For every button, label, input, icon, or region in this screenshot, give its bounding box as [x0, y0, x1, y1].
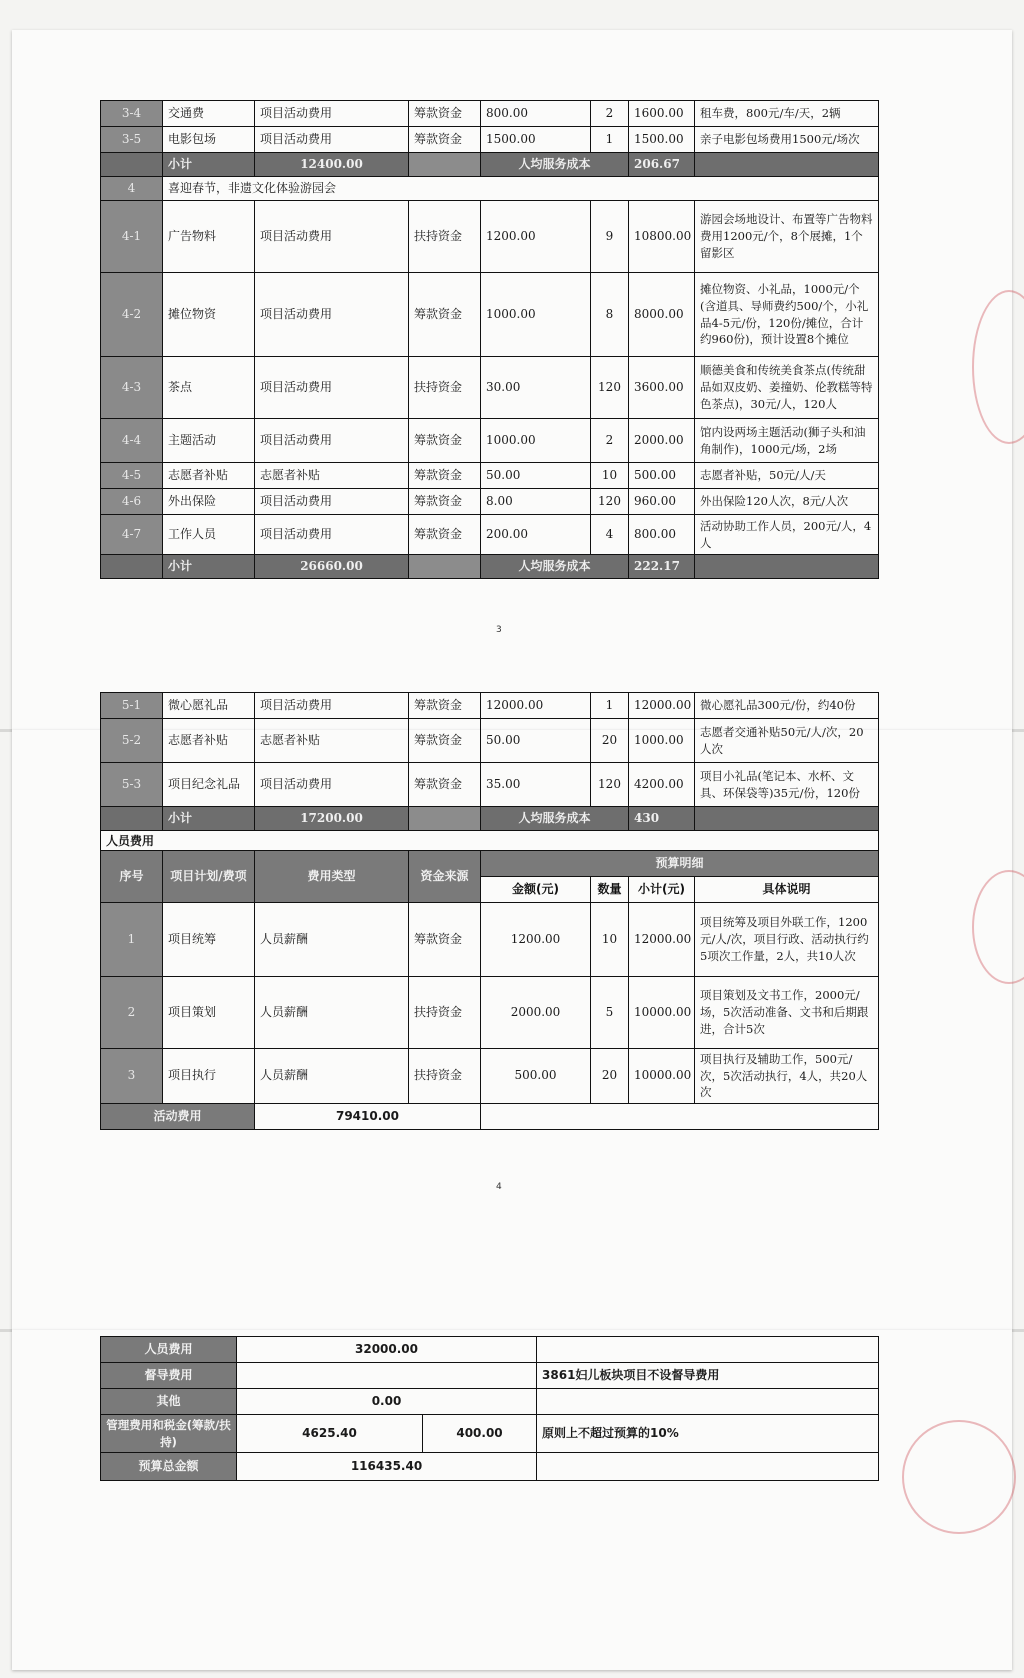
row-item: 志愿者补贴 — [163, 463, 255, 489]
total-budget-note — [537, 1453, 879, 1481]
row-subtotal: 1500.00 — [629, 127, 695, 153]
section-row-4 — [101, 177, 879, 201]
row-amount: 50.00 — [481, 719, 591, 763]
subtotal-blank — [695, 807, 879, 831]
subtotal-spacer — [101, 807, 163, 831]
row-fund-source: 筹款资金 — [409, 419, 481, 463]
budget-row — [101, 463, 879, 489]
row-fund-source: 筹款资金 — [409, 489, 481, 515]
row-subtotal: 8000.00 — [629, 273, 695, 357]
row-fund-source: 筹款资金 — [409, 719, 481, 763]
row-subtotal: 10000.00 — [629, 977, 695, 1049]
row-quantity: 120 — [591, 357, 629, 419]
row-subtotal: 10000.00 — [629, 1049, 695, 1104]
row-number: 5-3 — [101, 763, 163, 807]
row-number: 4-7 — [101, 515, 163, 555]
subtotal-label: 小计 — [163, 555, 255, 579]
row-quantity: 1 — [591, 693, 629, 719]
row-description: 项目策划及文书工作，2000元/场，5次活动准备、文书和后期跟进，合计5次 — [695, 977, 879, 1049]
subtotal-blank — [409, 153, 481, 177]
row-description: 租车费，800元/车/天，2辆 — [695, 101, 879, 127]
seal-stamp — [972, 870, 1024, 984]
row-amount: 35.00 — [481, 763, 591, 807]
row-number: 4-3 — [101, 357, 163, 419]
row-description: 微心愿礼品300元/份，约40份 — [695, 693, 879, 719]
row-subtotal: 500.00 — [629, 463, 695, 489]
row-amount: 1000.00 — [481, 273, 591, 357]
activity-fee-label: 活动费用 — [101, 1104, 255, 1130]
header-source: 资金来源 — [409, 851, 481, 903]
supervision-fee-label: 督导费用 — [101, 1363, 237, 1389]
budget-row — [101, 719, 879, 763]
row-description: 活动协助工作人员，200元/人，4人 — [695, 515, 879, 555]
row-fund-source: 筹款资金 — [409, 763, 481, 807]
per-capita-cost: 222.17 — [629, 555, 695, 579]
subtotal-label: 小计 — [163, 153, 255, 177]
header-subtotal: 小计(元) — [629, 877, 695, 903]
personnel-fee-label: 人员费用 — [101, 1337, 237, 1363]
row-expense-type: 项目活动费用 — [255, 693, 409, 719]
row-expense-type: 项目活动费用 — [255, 489, 409, 515]
management-fee-value-2: 400.00 — [423, 1415, 537, 1453]
row-amount: 1200.00 — [481, 903, 591, 977]
header-qty: 数量 — [591, 877, 629, 903]
row-amount: 8.00 — [481, 489, 591, 515]
document-page-4 — [12, 697, 1012, 1330]
other-note — [537, 1389, 879, 1415]
row-item: 微心愿礼品 — [163, 693, 255, 719]
row-quantity: 120 — [591, 763, 629, 807]
row-number: 3-4 — [101, 101, 163, 127]
row-expense-type: 人员薪酬 — [255, 903, 409, 977]
row-quantity: 120 — [591, 489, 629, 515]
budget-row — [101, 489, 879, 515]
row-quantity: 10 — [591, 463, 629, 489]
row-quantity: 4 — [591, 515, 629, 555]
row-number: 4-1 — [101, 201, 163, 273]
subtotal-spacer — [101, 153, 163, 177]
row-description: 馆内设两场主题活动(狮子头和油角制作)，1000元/场，2场 — [695, 419, 879, 463]
personnel-header-row — [101, 851, 879, 877]
activity-fee-value: 79410.00 — [255, 1104, 481, 1130]
budget-row — [101, 977, 879, 1049]
row-expense-type: 人员薪酬 — [255, 977, 409, 1049]
row-amount: 800.00 — [481, 101, 591, 127]
personnel-table — [100, 850, 879, 1130]
row-number: 1 — [101, 903, 163, 977]
management-fee-note: 原则上不超过预算的10% — [537, 1415, 879, 1453]
personnel-fee-row — [101, 1337, 879, 1363]
row-item: 摊位物资 — [163, 273, 255, 357]
row-quantity: 2 — [591, 419, 629, 463]
header-type: 费用类型 — [255, 851, 409, 903]
management-fee-value-1: 4625.40 — [237, 1415, 423, 1453]
budget-row — [101, 693, 879, 719]
row-item: 茶点 — [163, 357, 255, 419]
row-fund-source: 筹款资金 — [409, 127, 481, 153]
row-number: 4-6 — [101, 489, 163, 515]
personnel-fee-value: 32000.00 — [237, 1337, 537, 1363]
row-item: 项目纪念礼品 — [163, 763, 255, 807]
row-description: 志愿者交通补贴50元/人/次，20人次 — [695, 719, 879, 763]
row-expense-type: 志愿者补贴 — [255, 463, 409, 489]
header-budget-detail: 预算明细 — [481, 851, 879, 877]
total-budget-value: 116435.40 — [237, 1453, 537, 1481]
row-item: 主题活动 — [163, 419, 255, 463]
row-fund-source: 扶持资金 — [409, 977, 481, 1049]
activity-fee-blank — [481, 1104, 879, 1130]
budget-row — [101, 273, 879, 357]
row-subtotal: 1000.00 — [629, 719, 695, 763]
per-capita-cost-label: 人均服务成本 — [481, 807, 629, 831]
row-fund-source: 筹款资金 — [409, 463, 481, 489]
row-quantity: 20 — [591, 719, 629, 763]
row-amount: 12000.00 — [481, 693, 591, 719]
budget-row — [101, 903, 879, 977]
budget-row — [101, 419, 879, 463]
header-plan: 项目计划/费项 — [163, 851, 255, 903]
subtotal-blank — [695, 555, 879, 579]
row-expense-type: 项目活动费用 — [255, 101, 409, 127]
row-description: 摊位物资、小礼品，1000元/个(含道具、导师费约500/个，小礼品4-5元/份，120份/摊位，合计约960份)，预计设置8个摊位 — [695, 273, 879, 357]
document-page-5 — [12, 1330, 1012, 1670]
seal-stamp — [902, 1420, 1016, 1534]
row-fund-source: 筹款资金 — [409, 101, 481, 127]
summary-table — [100, 1336, 879, 1481]
row-amount: 500.00 — [481, 1049, 591, 1104]
page-number: 4 — [496, 1182, 502, 1192]
row-item: 电影包场 — [163, 127, 255, 153]
subtotal-blank — [409, 807, 481, 831]
per-capita-cost-label: 人均服务成本 — [481, 153, 629, 177]
row-description: 项目统筹及项目外联工作，1200元/人/次，项目行政、活动执行约5项次工作量，2人，共10人次 — [695, 903, 879, 977]
row-quantity: 10 — [591, 903, 629, 977]
row-number: 3 — [101, 1049, 163, 1104]
row-expense-type: 项目活动费用 — [255, 273, 409, 357]
budget-row — [101, 515, 879, 555]
row-subtotal: 10800.00 — [629, 201, 695, 273]
row-quantity: 2 — [591, 101, 629, 127]
budget-table-page-4 — [100, 692, 879, 853]
row-amount: 1000.00 — [481, 419, 591, 463]
row-subtotal: 3600.00 — [629, 357, 695, 419]
row-number: 5-2 — [101, 719, 163, 763]
row-amount: 50.00 — [481, 463, 591, 489]
supervision-fee-value — [237, 1363, 537, 1389]
section-title: 喜迎春节，非遗文化体验游园会 — [163, 177, 879, 201]
other-value: 0.00 — [237, 1389, 537, 1415]
header-no: 序号 — [101, 851, 163, 903]
row-subtotal: 12000.00 — [629, 903, 695, 977]
row-fund-source: 扶持资金 — [409, 201, 481, 273]
budget-row — [101, 101, 879, 127]
row-fund-source: 筹款资金 — [409, 515, 481, 555]
row-item: 项目统筹 — [163, 903, 255, 977]
document-page-3 — [12, 30, 1012, 730]
row-expense-type: 志愿者补贴 — [255, 719, 409, 763]
subtotal-blank — [409, 555, 481, 579]
row-amount: 1500.00 — [481, 127, 591, 153]
row-expense-type: 人员薪酬 — [255, 1049, 409, 1104]
personnel-fee-note — [537, 1337, 879, 1363]
subtotal-row-5 — [101, 807, 879, 831]
row-fund-source: 筹款资金 — [409, 903, 481, 977]
row-subtotal: 2000.00 — [629, 419, 695, 463]
supervision-fee-note: 3861妇儿板块项目不设督导费用 — [537, 1363, 879, 1389]
header-desc: 具体说明 — [695, 877, 879, 903]
row-number: 4-2 — [101, 273, 163, 357]
row-fund-source: 筹款资金 — [409, 693, 481, 719]
row-description: 亲子电影包场费用1500元/场次 — [695, 127, 879, 153]
row-subtotal: 4200.00 — [629, 763, 695, 807]
per-capita-cost-label: 人均服务成本 — [481, 555, 629, 579]
subtotal-row-3 — [101, 153, 879, 177]
other-label: 其他 — [101, 1389, 237, 1415]
row-subtotal: 800.00 — [629, 515, 695, 555]
subtotal-total: 12400.00 — [255, 153, 409, 177]
row-description: 顺德美食和传统美食茶点(传统甜品如双皮奶、姜撞奶、伦教糕等特色茶点)，30元/人，120人 — [695, 357, 879, 419]
personnel-section-title: 人员费用 — [101, 831, 879, 853]
subtotal-spacer — [101, 555, 163, 579]
row-item: 工作人员 — [163, 515, 255, 555]
per-capita-cost: 430 — [629, 807, 695, 831]
row-description: 项目执行及辅助工作，500元/次，5次活动执行，4人，共20人次 — [695, 1049, 879, 1104]
row-item: 交通费 — [163, 101, 255, 127]
management-fee-row — [101, 1415, 879, 1453]
budget-row — [101, 127, 879, 153]
per-capita-cost: 206.67 — [629, 153, 695, 177]
row-number: 3-5 — [101, 127, 163, 153]
row-fund-source: 筹款资金 — [409, 273, 481, 357]
total-budget-row — [101, 1453, 879, 1481]
row-fund-source: 扶持资金 — [409, 357, 481, 419]
budget-row — [101, 357, 879, 419]
subtotal-label: 小计 — [163, 807, 255, 831]
row-item: 外出保险 — [163, 489, 255, 515]
subtotal-row-4 — [101, 555, 879, 579]
row-expense-type: 项目活动费用 — [255, 515, 409, 555]
row-expense-type: 项目活动费用 — [255, 357, 409, 419]
row-description: 外出保险120人次，8元/人次 — [695, 489, 879, 515]
other-row — [101, 1389, 879, 1415]
budget-row — [101, 1049, 879, 1104]
row-quantity: 5 — [591, 977, 629, 1049]
row-expense-type: 项目活动费用 — [255, 763, 409, 807]
row-description: 游园会场地设计、布置等广告物料费用1200元/个，8个展摊，1个留影区 — [695, 201, 879, 273]
row-quantity: 20 — [591, 1049, 629, 1104]
row-amount: 1200.00 — [481, 201, 591, 273]
budget-row — [101, 763, 879, 807]
row-subtotal: 960.00 — [629, 489, 695, 515]
activity-fee-row — [101, 1104, 879, 1130]
row-description: 项目小礼品(笔记本、水杯、文具、环保袋等)35元/份，120份 — [695, 763, 879, 807]
row-quantity: 1 — [591, 127, 629, 153]
row-description: 志愿者补贴，50元/人/天 — [695, 463, 879, 489]
row-item: 志愿者补贴 — [163, 719, 255, 763]
header-amount: 金额(元) — [481, 877, 591, 903]
supervision-fee-row — [101, 1363, 879, 1389]
total-budget-label: 预算总金额 — [101, 1453, 237, 1481]
row-expense-type: 项目活动费用 — [255, 127, 409, 153]
row-number: 4-5 — [101, 463, 163, 489]
row-fund-source: 扶持资金 — [409, 1049, 481, 1104]
row-item: 项目策划 — [163, 977, 255, 1049]
row-amount: 2000.00 — [481, 977, 591, 1049]
row-number: 4-4 — [101, 419, 163, 463]
section-number: 4 — [101, 177, 163, 201]
row-number: 2 — [101, 977, 163, 1049]
row-expense-type: 项目活动费用 — [255, 419, 409, 463]
management-fee-label: 管理费用和税金(筹款/扶持) — [101, 1415, 237, 1453]
row-item: 项目执行 — [163, 1049, 255, 1104]
row-expense-type: 项目活动费用 — [255, 201, 409, 273]
row-subtotal: 12000.00 — [629, 693, 695, 719]
row-item: 广告物料 — [163, 201, 255, 273]
row-amount: 200.00 — [481, 515, 591, 555]
subtotal-total: 17200.00 — [255, 807, 409, 831]
row-quantity: 8 — [591, 273, 629, 357]
row-quantity: 9 — [591, 201, 629, 273]
row-amount: 30.00 — [481, 357, 591, 419]
subtotal-total: 26660.00 — [255, 555, 409, 579]
seal-stamp — [972, 290, 1024, 444]
row-subtotal: 1600.00 — [629, 101, 695, 127]
subtotal-blank — [695, 153, 879, 177]
budget-row — [101, 201, 879, 273]
row-number: 5-1 — [101, 693, 163, 719]
page-number: 3 — [496, 625, 502, 635]
budget-table-page-3 — [100, 100, 879, 579]
